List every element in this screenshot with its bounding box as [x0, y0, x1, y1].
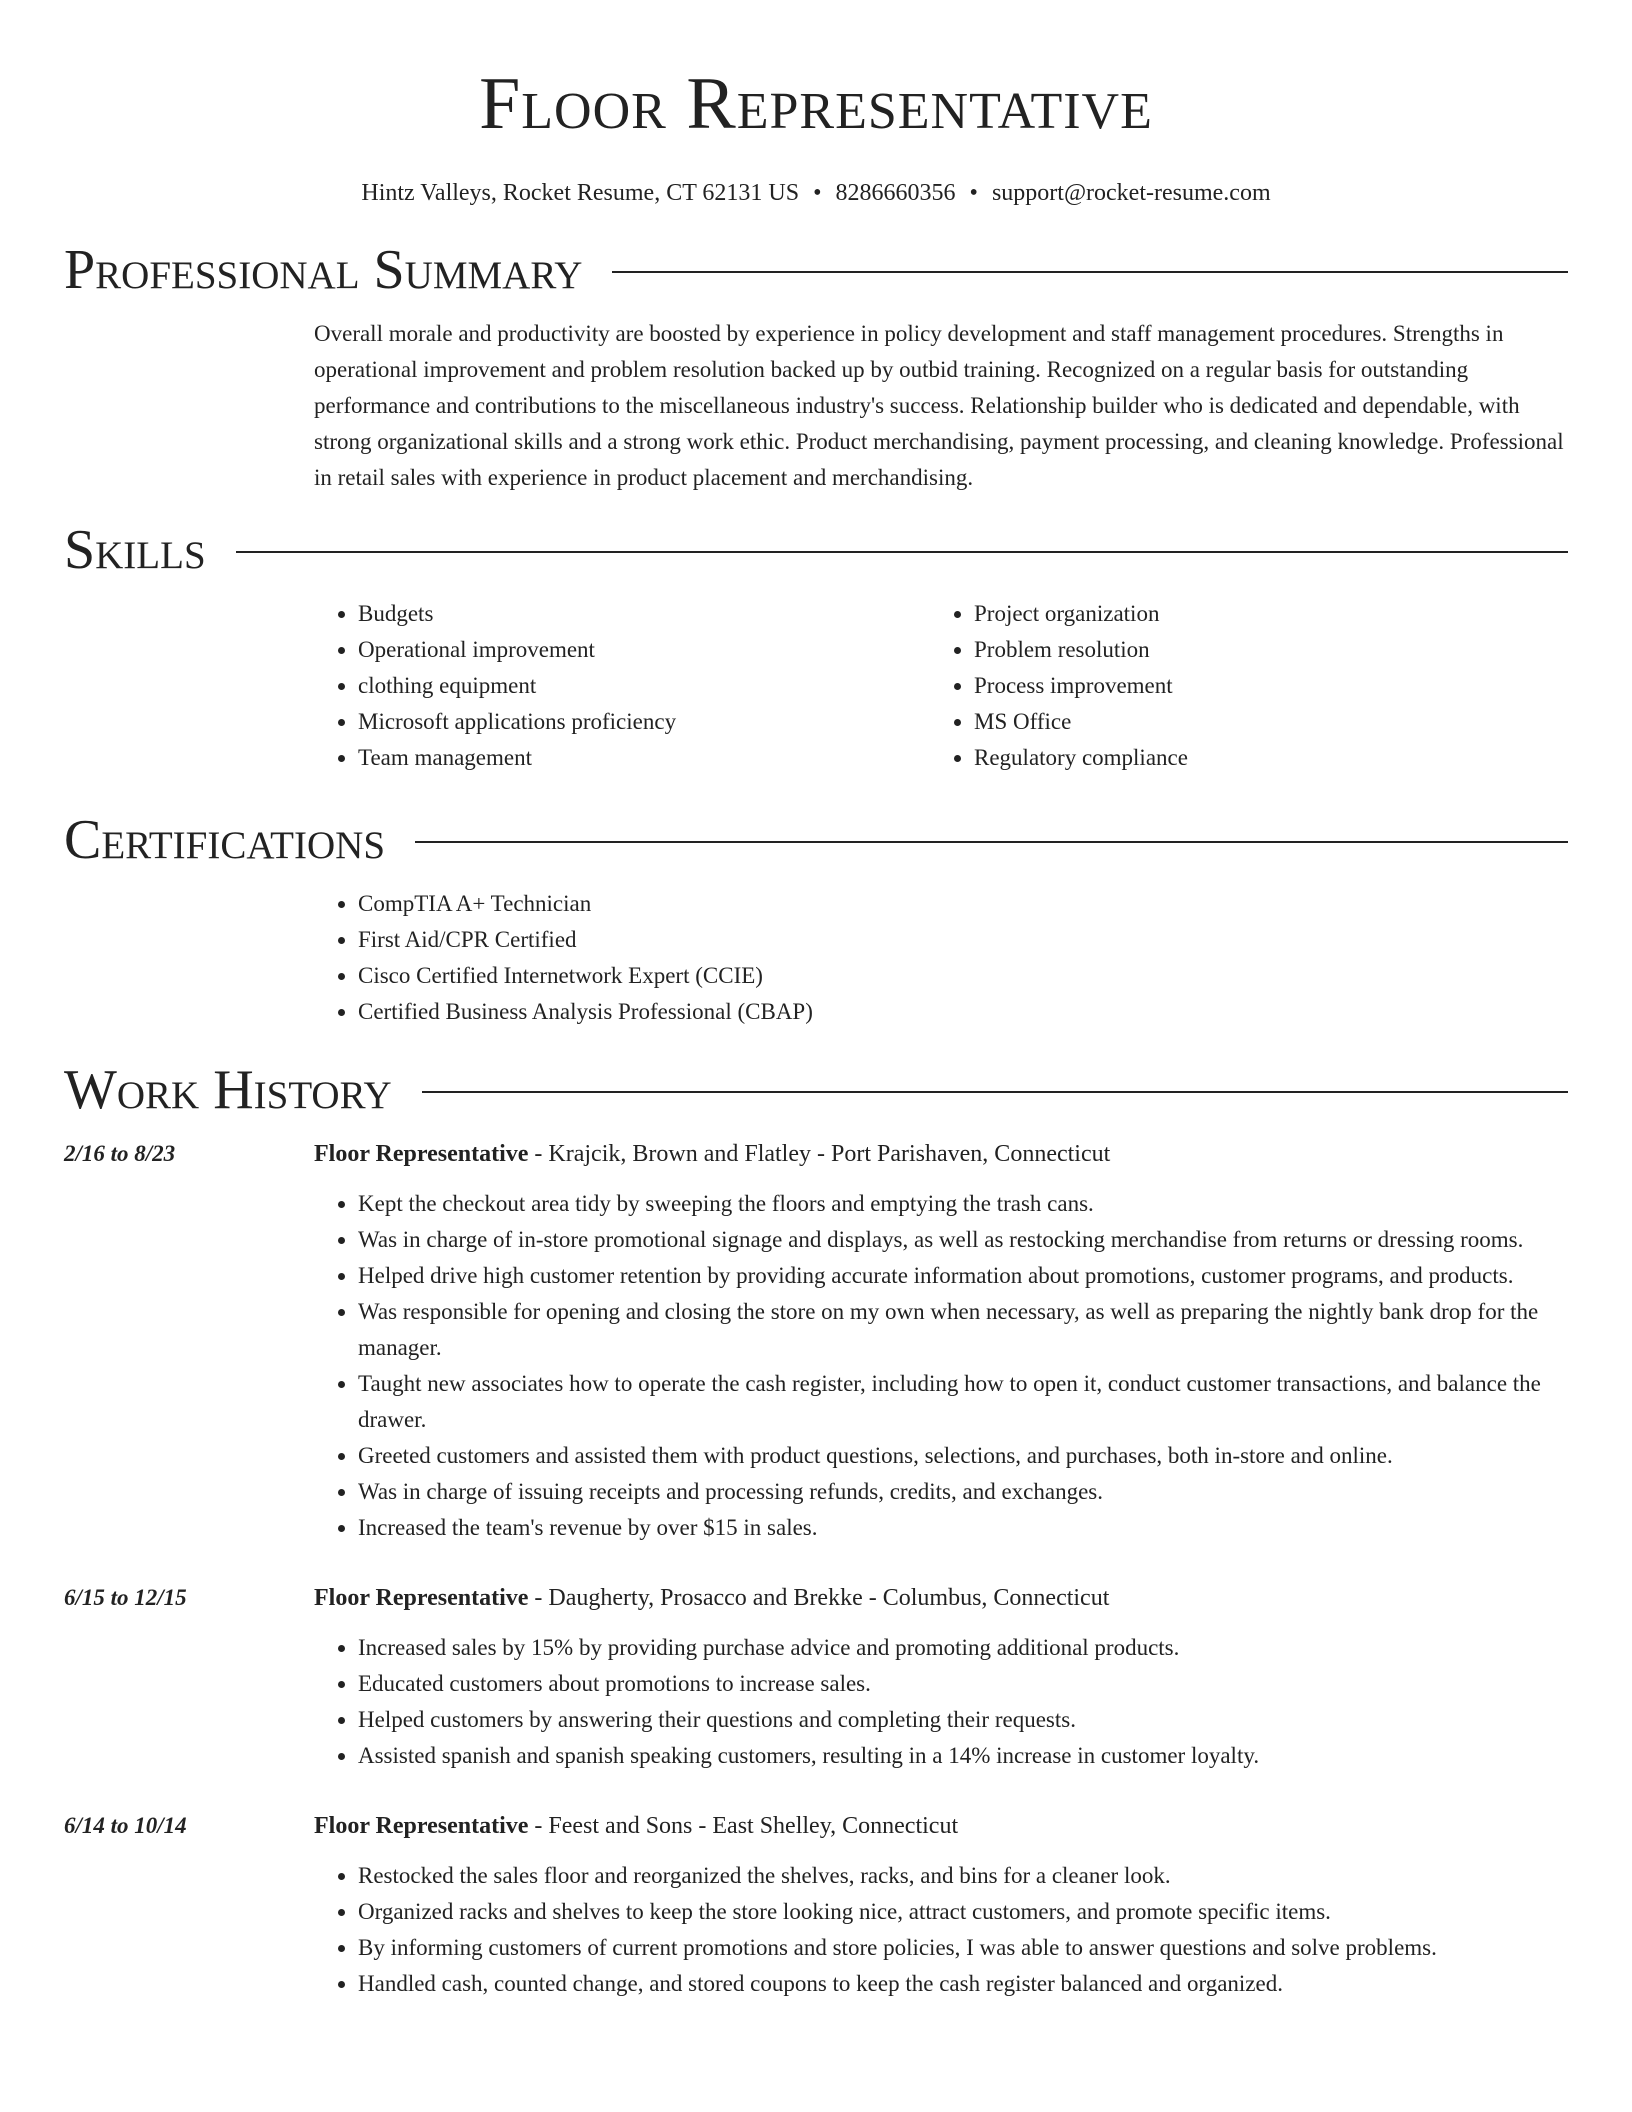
- skill-item: • Process improvement: [974, 668, 1546, 704]
- section-divider: [415, 841, 1568, 843]
- work-history-section-header: [64, 1058, 1568, 1122]
- skills-section-header: [64, 518, 1568, 582]
- skill-item: • Regulatory compliance: [974, 740, 1546, 776]
- job-bullet: • Kept the checkout area tidy by sweeping the floors and emptying the trash cans.: [358, 1186, 1568, 1222]
- section-divider: [236, 551, 1568, 553]
- certification-item: • Cisco Certified Internetwork Expert (CCIE): [358, 958, 1568, 994]
- job-title: Floor Representative: [314, 1141, 529, 1167]
- certification-item: • CompTIA A+ Technician: [358, 886, 1568, 922]
- summary-body: [314, 316, 1568, 496]
- job-heading: [314, 1136, 1568, 1172]
- certifications-section-header: [64, 808, 1568, 872]
- candidate-name: Floor Representative: [479, 63, 1153, 145]
- job-entry: [64, 1136, 1568, 1546]
- job-bullet: • Organized racks and shelves to keep the store looking nice, attract customers, and promote specific items.: [358, 1894, 1568, 1930]
- skill-item: • Budgets: [358, 596, 930, 632]
- job-bullets: [314, 1186, 1568, 1546]
- section-divider: [612, 271, 1568, 273]
- job-dates: 6/15 to 12/15: [64, 1585, 187, 1610]
- job-bullet: • Was in charge of issuing receipts and processing refunds, credits, and exchanges.: [358, 1474, 1568, 1510]
- skill-item: • Team management: [358, 740, 930, 776]
- skills-heading: Skills: [64, 519, 206, 581]
- skills-column-left: [314, 596, 930, 776]
- contact-separator: •: [969, 180, 978, 206]
- contact-address: Hintz Valleys, Rocket Resume, CT 62131 US: [361, 180, 800, 206]
- job-bullet: • Was responsible for opening and closing the store on my own when necessary, as well as preparing the nightly bank drop for the manager.: [358, 1294, 1568, 1366]
- job-title: Floor Representative: [314, 1813, 529, 1839]
- skill-item: • Project organization: [974, 596, 1546, 632]
- job-entry: [64, 1580, 1568, 1774]
- job-bullets: [314, 1858, 1568, 2002]
- job-heading: [314, 1808, 1568, 1844]
- job-bullet: • Assisted spanish and spanish speaking customers, resulting in a 14% increase in customer loyalty.: [358, 1738, 1568, 1774]
- job-bullet: • Educated customers about promotions to increase sales.: [358, 1666, 1568, 1702]
- job-bullet: • Helped customers by answering their questions and completing their requests.: [358, 1702, 1568, 1738]
- skill-item: • Operational improvement: [358, 632, 930, 668]
- job-entry: [64, 1808, 1568, 2002]
- skills-column-right: [930, 596, 1546, 776]
- certifications-list: [314, 886, 1568, 1030]
- job-bullet: • Restocked the sales floor and reorganized the shelves, racks, and bins for a cleaner look.: [358, 1858, 1568, 1894]
- job-details: [314, 1580, 1568, 1774]
- job-dates: 2/16 to 8/23: [64, 1141, 176, 1166]
- work-history-heading: Work History: [64, 1059, 392, 1121]
- job-details: [314, 1808, 1568, 2002]
- job-title: Floor Representative: [314, 1585, 529, 1611]
- contact-email: support@rocket-resume.com: [991, 180, 1271, 206]
- job-bullet: • By informing customers of current promotions and store policies, I was able to answer questions and solve problems.: [358, 1930, 1568, 1966]
- job-bullet: • Was in charge of in-store promotional signage and displays, as well as restocking merchandise from returns or dressing rooms.: [358, 1222, 1568, 1258]
- contact-separator: •: [813, 180, 822, 206]
- job-employer-location: - Feest and Sons - East Shelley, Connecticut: [528, 1813, 959, 1839]
- contact-phone: 8286660356: [835, 180, 956, 206]
- certifications-body: [314, 886, 1568, 1030]
- job-bullet: • Helped drive high customer retention by providing accurate information about promotions, customer programs, and products.: [358, 1258, 1568, 1294]
- certification-item: • First Aid/CPR Certified: [358, 922, 1568, 958]
- certification-item: • Certified Business Analysis Professional (CBAP): [358, 994, 1568, 1030]
- job-employer-location: - Krajcik, Brown and Flatley - Port Parishaven, Connecticut: [528, 1141, 1111, 1167]
- skill-item: • clothing equipment: [358, 668, 930, 704]
- job-bullet: • Handled cash, counted change, and stored coupons to keep the cash register balanced and organized.: [358, 1966, 1568, 2002]
- contact-line: [64, 178, 1568, 208]
- skill-item: • Microsoft applications proficiency: [358, 704, 930, 740]
- skill-item: • MS Office: [974, 704, 1546, 740]
- job-bullets: [314, 1630, 1568, 1774]
- job-bullet: • Increased sales by 15% by providing purchase advice and promoting additional products.: [358, 1630, 1568, 1666]
- job-employer-location: - Daugherty, Prosacco and Brekke - Columbus, Connecticut: [528, 1585, 1110, 1611]
- section-divider: [422, 1091, 1568, 1093]
- certifications-heading: Certifications: [64, 809, 386, 871]
- job-details: [314, 1136, 1568, 1546]
- summary-text: Overall morale and productivity are boosted by experience in policy development and staff management procedures. Strengths in operational improvement and problem resolution backed up by outbid training. Recognized on a regular basis for outstanding performance and contributions to the miscellaneous industry's success. Relationship builder who is dedicated and dependable, with strong organizational skills and a strong work ethic. Product merchandising, payment processing, and cleaning knowledge. Professional in retail sales with experience in product placement and merchandising.: [314, 321, 1564, 490]
- resume-page: [64, 0, 1568, 2002]
- job-bullet: • Increased the team's revenue by over $15 in sales.: [358, 1510, 1568, 1546]
- job-dates: 6/14 to 10/14: [64, 1813, 187, 1838]
- summary-heading: Professional Summary: [64, 239, 583, 301]
- skill-item: • Problem resolution: [974, 632, 1546, 668]
- summary-section-header: [64, 238, 1568, 302]
- job-bullet: • Taught new associates how to operate the cash register, including how to open it, conduct customer transactions, and balance the drawer.: [358, 1366, 1568, 1438]
- job-heading: [314, 1580, 1568, 1616]
- job-bullet: • Greeted customers and assisted them with product questions, selections, and purchases, both in-store and online.: [358, 1438, 1568, 1474]
- skills-list: [314, 596, 1568, 776]
